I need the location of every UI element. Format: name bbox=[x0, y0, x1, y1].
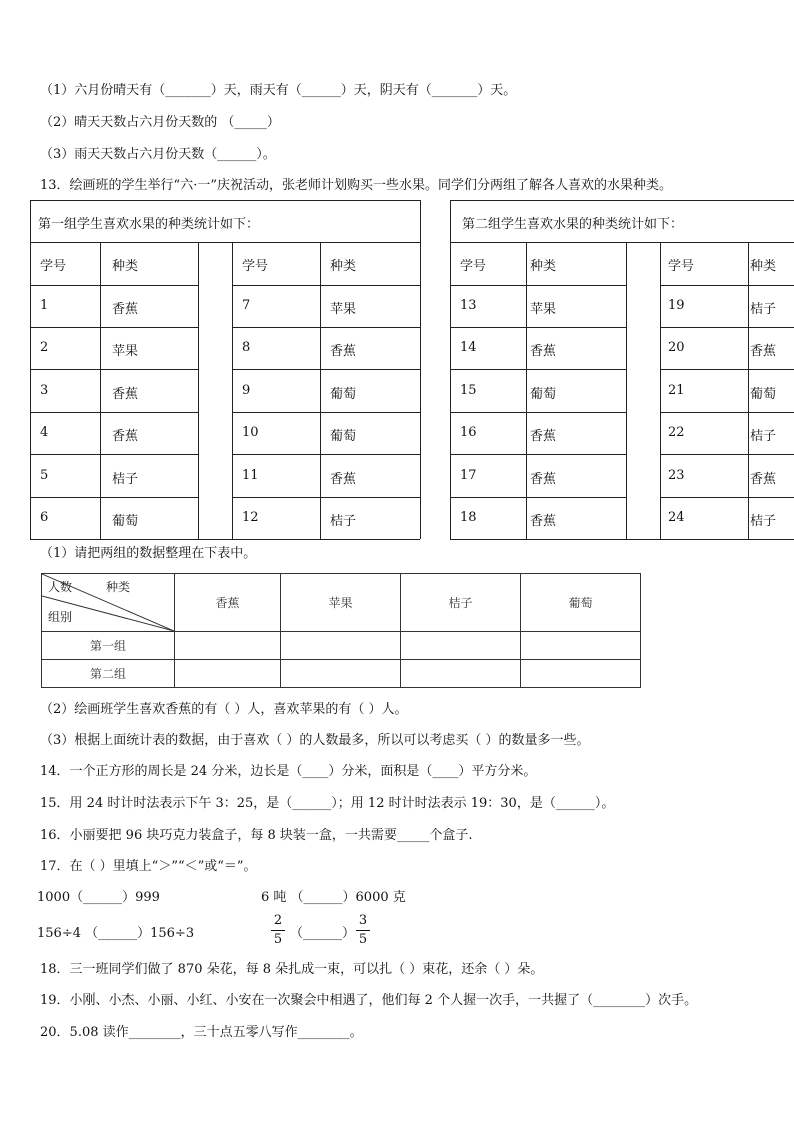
table-col-line bbox=[198, 242, 199, 539]
tally-cell[interactable] bbox=[175, 660, 281, 688]
tally-cell[interactable] bbox=[521, 632, 641, 660]
group2-caption: 第二组学生喜欢水果的种类统计如下： bbox=[462, 217, 684, 232]
fruit-kind: 葡萄 bbox=[112, 514, 139, 529]
student-id: 16 bbox=[460, 425, 477, 440]
student-id: 9 bbox=[242, 382, 251, 398]
q17-a: 1000（______）999 bbox=[37, 890, 160, 905]
student-id: 23 bbox=[668, 467, 685, 483]
q13-sub2: （2）绘画班学生喜欢香蕉的有（ ）人，喜欢苹果的有（ ）人。 bbox=[40, 702, 408, 717]
diag-kind-label: 种类 bbox=[106, 580, 131, 594]
table-row-line bbox=[232, 497, 420, 498]
col-header-kind: 种类 bbox=[330, 259, 357, 274]
student-id: 5 bbox=[40, 467, 49, 483]
fruit-kind: 桔子 bbox=[112, 471, 139, 487]
student-id: 7 bbox=[242, 298, 251, 313]
fruit-kind: 桔子 bbox=[750, 514, 777, 529]
tally-row-group1: 第一组 bbox=[42, 632, 175, 660]
col-header-kind: 种类 bbox=[112, 259, 139, 274]
diag-people-label: 人数 bbox=[48, 580, 73, 594]
q16: 16．小丽要把 96 块巧克力装盒子，每 8 块装一盒，一共需要_____个盒子. bbox=[40, 828, 473, 843]
table-col-line bbox=[232, 242, 233, 539]
table-row-line bbox=[450, 539, 626, 540]
fruit-survey-table bbox=[30, 200, 794, 539]
table-row-line bbox=[232, 242, 420, 243]
fruit-kind: 香蕉 bbox=[530, 514, 557, 529]
table-row-line bbox=[660, 242, 794, 243]
tally-cell[interactable] bbox=[175, 632, 281, 660]
table-gap-line bbox=[626, 242, 660, 243]
fruit-kind: 香蕉 bbox=[112, 386, 139, 402]
table-row-line bbox=[232, 454, 420, 455]
student-id: 11 bbox=[242, 467, 259, 483]
col-header-id: 学号 bbox=[668, 259, 695, 274]
table-row-line bbox=[30, 285, 198, 286]
table-row-line bbox=[30, 539, 198, 540]
student-id: 24 bbox=[668, 510, 685, 525]
q17-c: 156÷4 （______）156÷3 bbox=[37, 926, 195, 941]
fruit-kind: 香蕉 bbox=[112, 302, 139, 317]
col-header-id: 学号 bbox=[460, 259, 487, 274]
fruit-kind: 桔子 bbox=[330, 514, 357, 529]
table-row-line bbox=[30, 412, 198, 413]
fruit-kind: 香蕉 bbox=[112, 429, 139, 444]
frac2-numerator: 3 bbox=[358, 913, 368, 928]
student-id: 20 bbox=[668, 340, 685, 355]
tally-row-group2: 第二组 bbox=[42, 660, 175, 688]
student-id: 10 bbox=[242, 425, 259, 440]
student-id: 14 bbox=[460, 340, 477, 355]
student-id: 22 bbox=[668, 425, 685, 440]
student-id: 12 bbox=[242, 510, 259, 525]
student-id: 15 bbox=[460, 382, 477, 398]
table-row-line bbox=[30, 242, 198, 243]
student-id: 2 bbox=[40, 340, 49, 355]
table-border bbox=[450, 200, 794, 201]
col-header-kind: 种类 bbox=[530, 259, 557, 274]
q17-d-blank: （______） bbox=[290, 926, 356, 941]
student-id: 19 bbox=[668, 298, 685, 313]
fruit-kind: 葡萄 bbox=[530, 386, 557, 402]
fruit-kind: 桔子 bbox=[750, 302, 777, 317]
tally-cell[interactable] bbox=[401, 660, 521, 688]
table-row-line bbox=[232, 369, 420, 370]
tally-col-grape: 葡萄 bbox=[521, 574, 641, 632]
col-header-id: 学号 bbox=[242, 259, 269, 274]
tally-cell[interactable] bbox=[281, 660, 401, 688]
col-header-kind: 种类 bbox=[750, 259, 777, 274]
table-row-line bbox=[450, 412, 626, 413]
table-row-line bbox=[450, 454, 626, 455]
q13-sub1: （1）请把两组的数据整理在下表中。 bbox=[40, 546, 257, 561]
table-row-line bbox=[30, 327, 198, 328]
fraction-two-fifths bbox=[271, 913, 285, 948]
table-row-line bbox=[450, 497, 626, 498]
student-id: 4 bbox=[40, 425, 49, 440]
student-id: 3 bbox=[40, 382, 49, 398]
fraction-three-fifths bbox=[356, 913, 370, 948]
student-id: 13 bbox=[460, 298, 477, 313]
col-header-id: 学号 bbox=[40, 259, 67, 274]
fruit-kind: 香蕉 bbox=[530, 344, 557, 359]
tally-col-orange: 桔子 bbox=[401, 574, 521, 632]
tally-cell[interactable] bbox=[401, 632, 521, 660]
table-row-line bbox=[450, 327, 626, 328]
tally-cell[interactable] bbox=[281, 632, 401, 660]
table-row-line bbox=[450, 242, 626, 243]
frac2-denominator: 5 bbox=[358, 932, 368, 947]
table-row-line bbox=[660, 497, 794, 498]
q13-sub3: （3）根据上面统计表的数据，由于喜欢（ ）的人数最多，所以可以考虑买（ ）的数量多一些。 bbox=[40, 733, 590, 748]
table-row-line bbox=[660, 285, 794, 286]
q14: 14．一个正方形的周长是 24 分米，边长是（____）分米，面积是（____）平方分米。 bbox=[40, 764, 537, 779]
table-row-line bbox=[450, 369, 626, 370]
q12-part1: （1）六月份晴天有（_______）天，雨天有（______）天，阴天有（_______）天。 bbox=[40, 83, 517, 98]
fruit-kind: 香蕉 bbox=[530, 429, 557, 444]
fruit-tally-table bbox=[41, 573, 641, 688]
table-row-line bbox=[30, 454, 198, 455]
q17-b: 6 吨 （______）6000 克 bbox=[261, 890, 406, 905]
tally-col-banana: 香蕉 bbox=[175, 574, 281, 632]
fruit-kind: 葡萄 bbox=[750, 386, 777, 402]
table-row-line bbox=[30, 369, 198, 370]
fruit-kind: 香蕉 bbox=[750, 344, 777, 359]
fruit-kind: 苹果 bbox=[530, 302, 557, 317]
fruit-kind: 香蕉 bbox=[330, 344, 357, 359]
group1-caption: 第一组学生喜欢水果的种类统计如下： bbox=[38, 217, 260, 232]
table-row-line bbox=[232, 327, 420, 328]
fruit-kind: 香蕉 bbox=[750, 471, 777, 487]
table-row-line bbox=[30, 497, 198, 498]
fruit-kind: 香蕉 bbox=[530, 471, 557, 487]
student-id: 17 bbox=[460, 467, 477, 483]
table-border bbox=[420, 200, 421, 539]
table-col-line bbox=[526, 242, 527, 539]
diag-group-label: 组别 bbox=[48, 610, 73, 624]
frac1-numerator: 2 bbox=[273, 913, 283, 928]
table-col-line bbox=[626, 242, 627, 539]
student-id: 1 bbox=[40, 298, 49, 313]
table-gap-line bbox=[198, 539, 232, 540]
q19: 19．小刚、小杰、小丽、小红、小安在一次聚会中相遇了，他们每 2 个人握一次手，一共握了（________）次手。 bbox=[40, 993, 698, 1008]
fruit-kind: 葡萄 bbox=[330, 429, 357, 444]
table-row-line bbox=[450, 285, 626, 286]
table-gap-line bbox=[198, 242, 232, 243]
table-col-line bbox=[320, 242, 321, 539]
tally-cell[interactable] bbox=[521, 660, 641, 688]
table-row-line bbox=[660, 454, 794, 455]
table-border bbox=[30, 200, 420, 201]
diagonal-header-cell bbox=[42, 574, 175, 632]
table-row-line bbox=[660, 327, 794, 328]
q12-part2: （2）晴天天数占六月份天数的 （_____） bbox=[40, 115, 280, 130]
table-col-line bbox=[100, 242, 101, 539]
q13-text: 13．绘画班的学生举行“六·一”庆祝活动，张老师计划购买一些水果。同学们分两组了解各人喜欢的水果种类。 bbox=[40, 178, 672, 193]
table-row-line bbox=[660, 369, 794, 370]
student-id: 8 bbox=[242, 340, 251, 355]
fruit-kind: 桔子 bbox=[750, 429, 777, 444]
fruit-kind: 苹果 bbox=[112, 344, 139, 359]
tally-col-apple: 苹果 bbox=[281, 574, 401, 632]
table-row-line bbox=[232, 285, 420, 286]
frac1-bar bbox=[271, 930, 285, 931]
table-row-line bbox=[232, 412, 420, 413]
frac1-denominator: 5 bbox=[273, 932, 283, 947]
fruit-kind: 葡萄 bbox=[330, 386, 357, 402]
table-col-line bbox=[660, 242, 661, 539]
student-id: 6 bbox=[40, 510, 49, 525]
table-row-line bbox=[660, 539, 794, 540]
q12-part3: （3）雨天天数占六月份天数（______）。 bbox=[40, 147, 276, 162]
q17-text: 17．在（ ）里填上“＞”“＜”或“＝”。 bbox=[40, 859, 257, 874]
q18: 18．三一班同学们做了 870 朵花，每 8 朵扎成一束，可以扎（ ）束花，还余（ ）朵。 bbox=[40, 962, 544, 977]
table-gap-line bbox=[626, 539, 660, 540]
student-id: 18 bbox=[460, 510, 477, 525]
table-row-line bbox=[660, 412, 794, 413]
fruit-kind: 苹果 bbox=[330, 302, 357, 317]
frac2-bar bbox=[356, 930, 370, 931]
table-row-line bbox=[232, 539, 420, 540]
table-col-line bbox=[748, 242, 749, 539]
student-id: 21 bbox=[668, 382, 685, 398]
q15: 15．用 24 时计时法表示下午 3：25，是（______）；用 12 时计时法表示 19：30，是（______）。 bbox=[40, 796, 615, 811]
q20: 20．5.08 读作________，三十点五零八写作________。 bbox=[40, 1025, 363, 1040]
fruit-kind: 香蕉 bbox=[330, 471, 357, 487]
